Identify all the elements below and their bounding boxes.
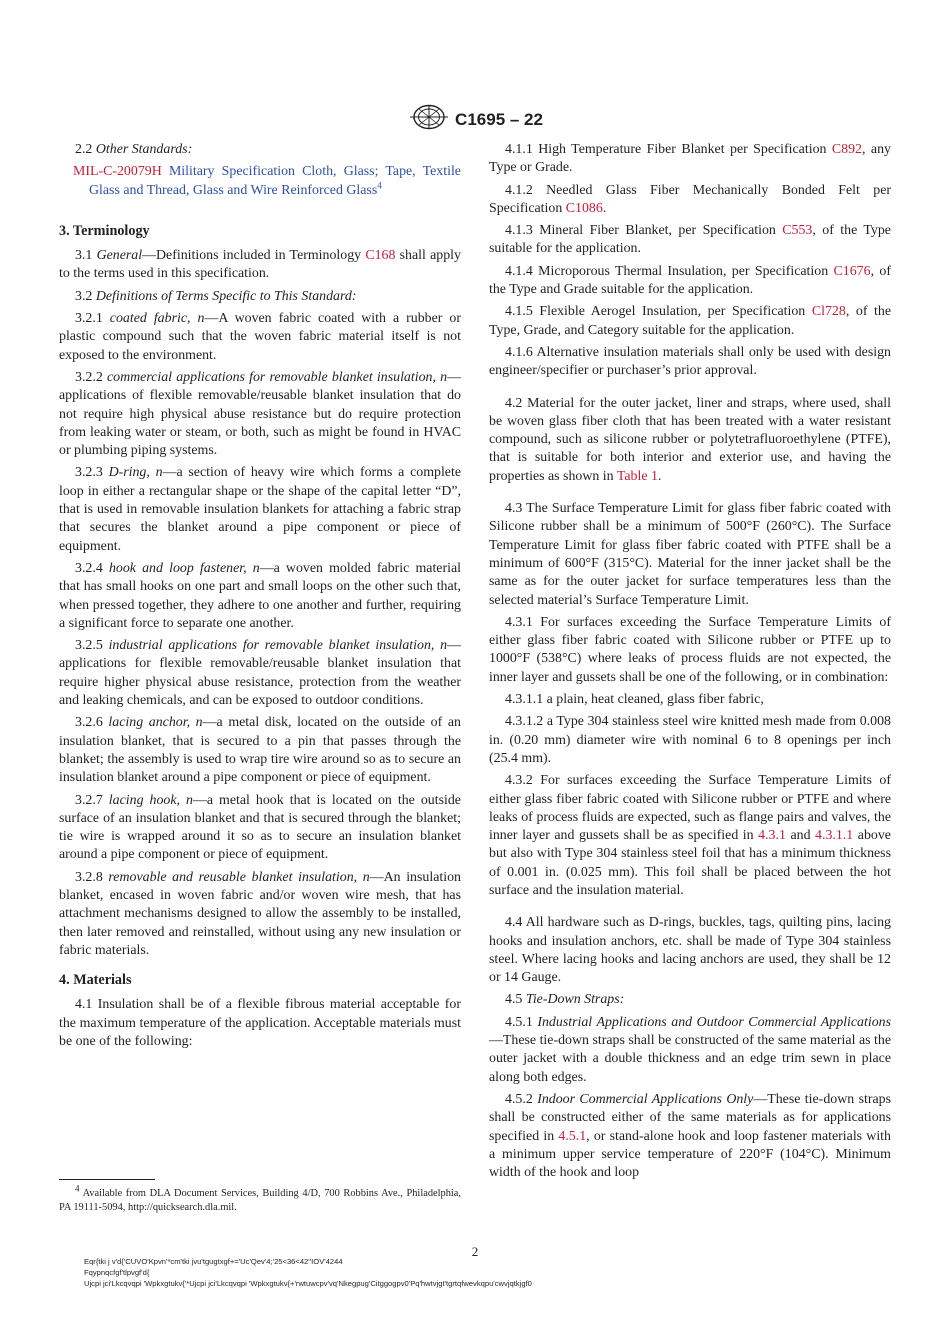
para-4-1: 4.1 Insulation shall be of a flexible fibrous material acceptable for the maximum temperature of the application. Acceptable materials must be one of the following: — [59, 997, 461, 1050]
copyright-line-2: Fqypnqcfgf'tlpvgf'd{ — [84, 1268, 150, 1277]
footnote-4: $^4$ Available from DLA Document Services, Building 4/D, 700 Robbins Ave., Philadelphia, PA 19111-5094, http://quicksearch.dla.mil. — [59, 1183, 462, 1213]
left-column — [59, 141, 461, 1055]
section-4-heading: 4. Materials — [59, 972, 132, 989]
link-c1728[interactable]: Cl728 — [811, 304, 846, 320]
para-3-2-3: 3.2.3 D-ring, n—a section of heavy wire which forms a complete loop in either a rectangular shape or the shape of the capital letter “D”, that is used in removable insulation blankets for attaching a fabric strap that secures the blanket around a pipe component or piece of equipment. — [59, 465, 461, 554]
link-c553[interactable]: C553 — [782, 223, 813, 239]
para-4-4: 4.4 All hardware such as D-rings, buckles, tags, quilting pins, lacing hooks and insulation anchors, etc. shall be made of Type 304 stainless steel. Where lacing hooks and lacing anchors are used, they shall be 12 or 14 Gauge. — [489, 915, 891, 986]
para-3-2-1: 3.2.1 coated fabric, n—A woven fabric coated with a rubber or plastic compound such that the woven fabric material itself is not exposed to the environment. — [59, 311, 461, 363]
para-4-5-1: 4.5.1 Industrial Applications and Outdoor Commercial Applications—These tie-down straps shall be constructed of the same material as the outer jacket with a double thickness and an edge trim sewn in place along both edges. — [489, 1014, 891, 1085]
astm-logo-icon — [407, 104, 451, 135]
para-3-1: 3.1 General—Definitions included in Terminology C168 shall apply to the terms used in this specification. — [59, 248, 461, 282]
para-4-1-5: 4.1.5 Flexible Aerogel Insulation, per Specification Cl728, of the Type, Grade, and Category suitable for the application. — [489, 304, 891, 338]
link-c1676[interactable]: C1676 — [833, 263, 871, 279]
link-c1086[interactable]: C1086 — [565, 200, 603, 216]
para-3-2-4: 3.2.4 hook and loop fastener, n—a woven molded fabric material that has small hooks on one part and small loops on the other such that, when pressed together, they adhere to one another and further, requiring a significant force to separate one another. — [59, 560, 461, 631]
copyright-line-1: Eqr{tki j v'd{'CUVO'Kpvn'*cm'tki jvu'tgugtxgf+='Uc'Qev'4;'25<36<42''IOV'4244 — [84, 1257, 343, 1266]
copyright-line-3: Ujcpi jci'Lkcqvqpi 'Wpkxgtukv{'*Ujcpi jci'Lkcqvqpi 'Wpkxgtukv{+'rwtuwcpv'vq'Nkegpug'Citggogpv0'Pq'hwtvjgt'tgrtqfwevkqpu'cwvjqtkjgf0 — [84, 1279, 532, 1288]
document-id: C1695 – 22 — [455, 109, 543, 129]
para-3-2-8: 3.2.8 removable and reusable blanket insulation, n—An insulation blanket, encased in woven fabric and/or woven wire mesh, that has attachment mechanisms designed to allow the assembly to be installed, then later removed and reinstalled, without using any new insulation or fabric materials. — [59, 869, 461, 958]
link-c892[interactable]: C892 — [831, 142, 863, 157]
copyright-notice — [84, 1256, 532, 1289]
para-4-1-1: 4.1.1 High Temperature Fiber Blanket per Specification C892, any Type or Grade. — [489, 142, 891, 176]
footnote-rule — [59, 1179, 155, 1180]
link-table-1[interactable]: Table 1 — [616, 468, 658, 484]
link-4-3-1-1[interactable]: 4.3.1.1 — [815, 828, 854, 844]
para-3-2-5: 3.2.5 industrial applications for removable blanket insulation, n—applications for flexible removable/reusable blanket insulation that require higher physical abuse resistance, protection from the weather and leaking chemicals, and can be exposed to outdoor conditions. — [59, 638, 461, 709]
link-4-5-1[interactable]: 4.5.1 — [558, 1128, 587, 1144]
para-4-3-1: 4.3.1 For surfaces exceeding the Surface Temperature Limits of either glass fiber fabric coated with Silicone rubber or PTFE up to 1000°F (538°C) where leaks of process fluids are not expected, the inner layer and gussets shall be one of the following, or in combination: — [489, 614, 891, 685]
right-column — [489, 141, 891, 1186]
para-3-2-7: 3.2.7 lacing hook, n—a metal hook that is located on the outside surface of an insulation blanket and that is secured through the blanket; tie wire is wrapped around it so as to secure an insulation blanket around a pipe component or piece of equipment. — [59, 792, 461, 863]
para-4-3: 4.3 The Surface Temperature Limit for glass fiber fabric coated with Silicone rubber shall be a minimum of 500°F (260°C). The Surface Temperature Limit for glass fiber fabric coated with PTFE shall be a minimum of 600°F (315°C). Material for the inner jacket shall be the same as for the outer jacket for surface temperatures less than the selected material’s Surface Temperature Limit. — [489, 501, 891, 608]
para-4-5: 4.5 Tie-Down Straps: — [505, 992, 625, 1008]
para-3-2-6: 3.2.6 lacing anchor, n—a metal disk, located on the outside of an insulation blanket, that is secured to a pin that passes through the blanket; the assembly is used to wrap tire wire around so as to secure an insulation blanket around a pipe component or piece of equipment. — [59, 715, 461, 786]
para-4-1-4: 4.1.4 Microporous Thermal Insulation, per Specification C1676, of the Type and Grade suitable for the application. — [489, 263, 891, 298]
para-4-5-2: 4.5.2 Indoor Commercial Applications Only—These tie-down straps shall be constructed either of the same materials as for applications specified in 4.5.1, or stand-alone hook and loop fastener materials with a minimum upper service temperature of 220°F (104°C). Minimum width of the hook and loop — [489, 1091, 891, 1181]
para-4-3-2: 4.3.2 For surfaces exceeding the Surface Temperature Limits of either glass fiber fabric coated with Silicone rubber or PTFE and where leaks of process fluids are expected, such as flange pairs and valves, the inner layer and gussets shall be as specified in 4.3.1 and 4.3.1.1 above but also with Type 304 stainless steel foil that has a minimum thickness of 0.001 in. (0.025 mm). This foil shall be placed between the hot surface and the insulation material. — [489, 773, 891, 898]
para-4-3-1-2: 4.3.1.2 a Type 304 stainless steel wire knitted mesh made from 0.008 in. (0.20 mm) diameter wire with nominal 6 to 8 openings per inch (25.4 mm). — [489, 714, 891, 766]
para-3-2-2: 3.2.2 commercial applications for removable blanket insulation, n—applications of flexible removable/reusable blanket insulation that do not require high physical abuse resistance but do require protection from leaking water or steam, or both, such as might be found in HVAC or plumbing piping systems. — [59, 369, 461, 459]
page-header — [0, 104, 950, 132]
mil-spec-reference[interactable]: MIL-C-20079H Military Specification Cloth, Glass; Tape, Textile Glass and Thread, Glass and Wire Reinforced Glass$^4$ — [73, 164, 461, 198]
para-4-1-3: 4.1.3 Mineral Fiber Blanket, per Specification C553, of the Type suitable for the application. — [489, 223, 891, 257]
para-3-2: 3.2 Definitions of Terms Specific to This Standard: — [75, 288, 357, 304]
para-4-2: 4.2 Material for the outer jacket, liner and straps, where used, shall be woven glass fiber cloth that has been treated with a water resistant compound, such as silicone rubber or polytetrafluoroethylene (PTFE), that is suitable for both interior and exterior use, and having the properties as shown in Table 1. — [489, 395, 891, 484]
section-3-heading: 3. Terminology — [59, 222, 150, 239]
page-number: 2 — [471, 1244, 479, 1259]
link-4-3-1[interactable]: 4.3.1 — [758, 828, 786, 844]
para-4-1-6: 4.1.6 Alternative insulation materials shall only be used with design engineer/specifier or purchaser’s prior approval. — [489, 344, 891, 379]
link-c168[interactable]: C168 — [365, 248, 396, 264]
para-4-1-2: 4.1.2 Needled Glass Fiber Mechanically Bonded Felt per Specification C1086. — [489, 182, 891, 216]
section-2-2: 2.2 Other Standards: — [75, 142, 193, 157]
para-4-3-1-1: 4.3.1.1 a plain, heat cleaned, glass fiber fabric, — [505, 692, 764, 708]
